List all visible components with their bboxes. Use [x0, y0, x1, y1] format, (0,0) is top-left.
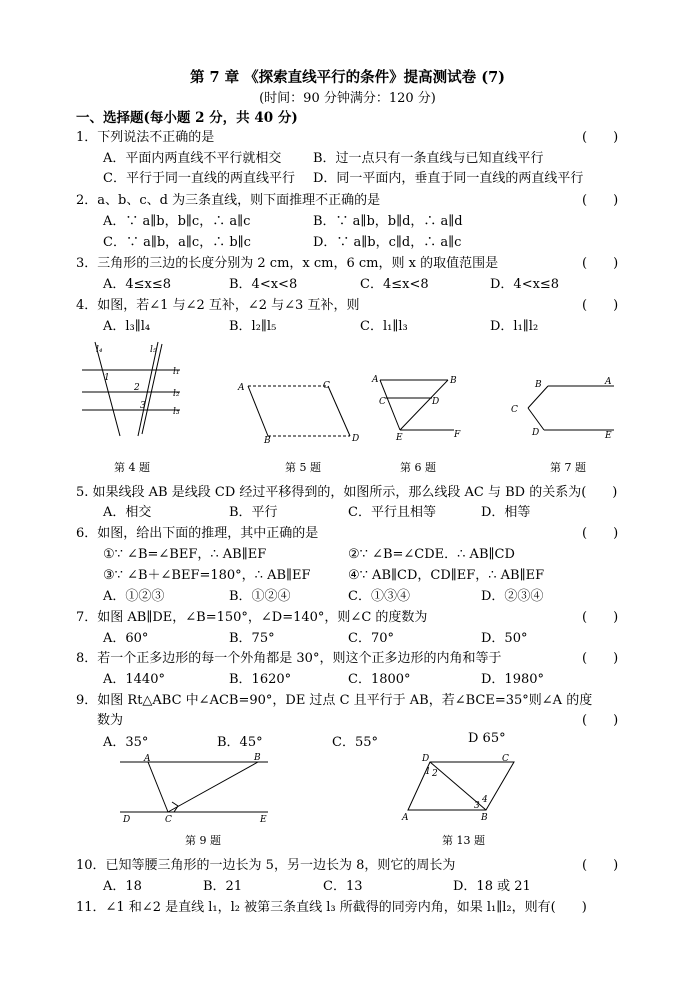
answer-paren: ( ) — [582, 193, 619, 208]
q9-option-b: B．45° — [217, 735, 263, 750]
angle-2: 2 — [432, 769, 438, 779]
label-D: D — [123, 815, 131, 825]
caption-fig7: 第 7 题 — [550, 461, 586, 474]
q3-option-c: C．4≤x<8 — [360, 277, 429, 292]
angle-2: 2 — [134, 383, 140, 393]
label-C: C — [323, 381, 330, 391]
label-l3: l₃ — [173, 407, 180, 417]
q4-option-c: C．l₁∥l₃ — [360, 319, 408, 334]
answer-paren: ( ) — [582, 858, 619, 873]
angle-3: 3 — [474, 801, 480, 811]
answer-paren: ( ) — [582, 651, 619, 666]
question-2-stem: 2．a、b、c、d 为三条直线，则下面推理不正确的是 — [76, 193, 381, 208]
q5-option-a: A．相交 — [103, 505, 152, 520]
q7-option-c: C．70° — [348, 631, 394, 646]
q2-option-d: D．∵ a∥b，c∥d，∴ a∥c — [313, 235, 462, 250]
q1-option-c: C．平行于同一直线的两直线平行 — [103, 171, 295, 186]
q1-option-a: A．平面内两直线不平行就相交 — [103, 151, 282, 166]
label-D: D — [432, 397, 440, 407]
q2-option-b: B．∵ a∥b，b∥d，∴ a∥d — [313, 214, 463, 229]
label-B: B — [264, 436, 271, 446]
angle-4: 4 — [482, 795, 488, 805]
q10-option-a: A．18 — [103, 879, 142, 894]
q4-option-b: B．l₂∥l₅ — [229, 319, 277, 334]
q8-option-a: A．1440° — [103, 672, 165, 687]
q4-option-a: A．l₃∥l₄ — [103, 319, 151, 334]
label-l4: l₄ — [96, 345, 103, 355]
q3-option-b: B．4<x<8 — [229, 277, 298, 292]
angle-3: 3 — [140, 401, 146, 411]
question-8-stem: 8．若一个正多边形的每一个外角都是 30°，则这个正多边形的内角和等于 — [76, 651, 502, 666]
question-10-stem: 10．已知等腰三角形的一边长为 5，另一边长为 8，则它的周长为 — [76, 858, 456, 873]
q9-option-d: D 65° — [468, 731, 506, 746]
label-l2: l₂ — [173, 389, 180, 399]
label-A: A — [402, 813, 409, 823]
q7-option-d: D．50° — [481, 631, 528, 646]
figure-q9 — [118, 752, 278, 825]
label-D: D — [352, 434, 360, 444]
question-5-stem: 5. 如果线段 AB 是线段 CD 经过平移得到的，如图所示，那么线段 AC 与 BD 的关系为( ) — [76, 485, 618, 500]
label-E: E — [396, 433, 403, 443]
label-E: E — [260, 815, 267, 825]
q10-option-d: D．18 或 21 — [453, 879, 531, 894]
angle-1: 1 — [104, 373, 110, 383]
answer-paren: ( ) — [582, 298, 619, 313]
q6-statement-1: ①∵ ∠B=∠BEF，∴ AB∥EF — [103, 547, 267, 562]
label-C: C — [511, 405, 518, 415]
question-7-stem: 7．如图 AB∥DE，∠B=150°，∠D=140°，则∠C 的度数为 — [76, 610, 428, 625]
q3-option-d: D．4<x≤8 — [490, 277, 560, 292]
label-C: C — [502, 754, 509, 764]
q8-option-c: C．1800° — [348, 672, 411, 687]
label-B: B — [254, 753, 261, 763]
q4-option-d: D．l₁∥l₂ — [490, 319, 539, 334]
label-A: A — [238, 383, 245, 393]
q3-option-a: A．4≤x≤8 — [103, 277, 172, 292]
answer-paren: ( ) — [582, 130, 619, 145]
q10-option-c: C．13 — [323, 879, 363, 894]
q8-option-d: D．1980° — [481, 672, 545, 687]
q6-statement-3: ③∵ ∠B＋∠BEF=180°，∴ AB∥EF — [103, 568, 311, 583]
q6-option-b: B．①②④ — [229, 589, 291, 604]
caption-fig5: 第 5 题 — [285, 461, 321, 474]
q10-option-b: B．21 — [203, 879, 243, 894]
label-C: C — [379, 397, 386, 407]
question-1-stem: 1．下列说法不正确的是 — [76, 130, 215, 145]
label-B: B — [535, 380, 542, 390]
answer-paren: ( ) — [582, 526, 619, 541]
question-4-stem: 4．如图，若∠1 与∠2 互补，∠2 与∠3 互补，则 — [76, 298, 360, 313]
label-D: D — [422, 754, 430, 764]
page-title: 第 7 章 《探索直线平行的条件》提高测试卷 (7) — [189, 69, 506, 86]
figure-q4 — [80, 340, 190, 440]
figure-q6 — [370, 374, 465, 442]
label-l1: l₁ — [173, 367, 180, 377]
q6-option-d: D．②③④ — [481, 589, 544, 604]
question-11-stem: 11．∠1 和∠2 是直线 l₁，l₂ 被第三条直线 l₃ 所截得的同旁内角，如果 l₁∥l₂，则有( ) — [76, 900, 587, 915]
q6-statement-4: ④∵ AB∥CD，CD∥EF，∴ AB∥EF — [348, 568, 545, 583]
section-heading: 一、选择题(每小题 2 分，共 40 分) — [76, 110, 298, 126]
q2-option-c: C．∵ a∥b，a∥c，∴ b∥c — [103, 235, 251, 250]
figure-q5 — [238, 380, 368, 446]
caption-fig6: 第 6 题 — [400, 461, 436, 474]
answer-paren: ( ) — [582, 610, 619, 625]
q7-option-b: B．75° — [229, 631, 275, 646]
q6-statement-2: ②∵ ∠B=∠CDE．∴ AB∥CD — [348, 547, 515, 562]
q1-option-b: B．过一点只有一条直线与已知直线平行 — [313, 151, 544, 166]
figure-q13 — [398, 752, 528, 822]
question-6-stem: 6．如图，给出下面的推理，其中正确的是 — [76, 526, 319, 541]
label-A: A — [144, 754, 151, 764]
label-C: C — [165, 815, 172, 825]
q1-option-d: D．同一平面内，垂直于同一直线的两直线平行 — [313, 171, 584, 186]
q9-option-c: C．55° — [332, 735, 378, 750]
label-B: B — [450, 376, 457, 386]
caption-fig4: 第 4 题 — [114, 461, 150, 474]
question-9-stem-cont: 数为 — [97, 713, 124, 728]
q5-option-b: B．平行 — [229, 505, 278, 520]
label-A: A — [605, 377, 612, 387]
q9-option-a: A．35° — [103, 735, 149, 750]
question-3-stem: 3．三角形的三边的长度分别为 2 cm，x cm，6 cm，则 x 的取值范围是 — [76, 256, 499, 271]
exam-subtitle: (时间：90 分钟满分：120 分) — [259, 91, 436, 106]
angle-1: 1 — [425, 767, 431, 777]
question-9-stem: 9．如图 Rt△ABC 中∠ACB=90°，DE 过点 C 且平行于 AB，若∠BCE=35°则∠A 的度 — [76, 693, 593, 708]
q8-option-b: B．1620° — [229, 672, 292, 687]
answer-paren: ( ) — [582, 713, 619, 728]
label-D: D — [532, 428, 540, 438]
q5-option-c: C．平行且相等 — [348, 505, 436, 520]
q2-option-a: A．∵ a∥b，b∥c，∴ a∥c — [103, 214, 251, 229]
answer-paren: ( ) — [582, 256, 619, 271]
caption-fig9: 第 9 题 — [185, 834, 221, 847]
caption-fig13: 第 13 题 — [442, 834, 485, 847]
q6-option-c: C．①③④ — [348, 589, 410, 604]
label-E: E — [605, 431, 612, 441]
label-A: A — [372, 375, 379, 385]
q6-option-a: A．①②③ — [103, 589, 165, 604]
label-B: B — [481, 813, 488, 823]
q5-option-d: D．相等 — [481, 505, 531, 520]
figure-q7 — [508, 374, 618, 442]
label-F: F — [454, 430, 461, 440]
label-l5: l₅ — [150, 345, 157, 355]
q7-option-a: A．60° — [103, 631, 149, 646]
